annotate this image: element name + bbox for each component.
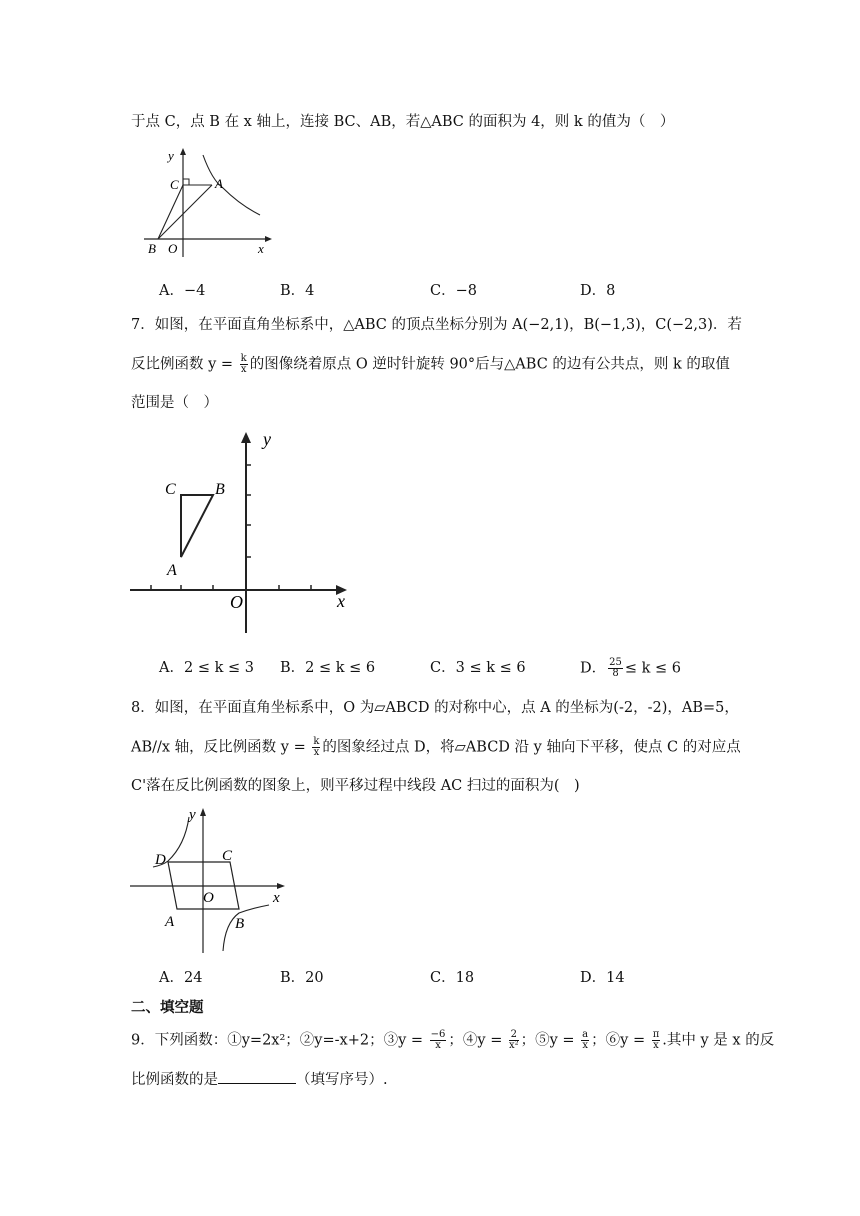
q9-line1: 9．下列函数：①y=2x²；②y=-x+2；③y = $\frac{-6}{x}$ ；④y = $\frac{2}{\text{x²}}$ ；⑤y = $\frac{a}{x}$ ；⑥y = $\frac{\pi}{x}$ .其中 y 是 x 的反 xyxy=(131,1029,775,1051)
q9-answer-blank[interactable] xyxy=(218,1069,296,1084)
q7-option-a[interactable]: A．2 ≤ k ≤ 3 xyxy=(159,660,254,676)
q6-point-b-label: B xyxy=(148,241,156,256)
q7-point-a-label: A xyxy=(167,562,177,579)
q7-option-c[interactable]: C．3 ≤ k ≤ 6 xyxy=(430,660,526,676)
q8-line2: AB//x 轴，反比例函数 y = $\frac{k}{x}$ 的图象经过点 D，将▱ABCD 沿 y 轴向下平移，使点 C 的对应点 xyxy=(131,736,741,758)
q8-line1: 8．如图，在平面直角坐标系中，O 为▱ABCD 的对称中心，点 A 的坐标为(-2，-2)，AB=5， xyxy=(131,700,739,716)
q6-point-c-label: C xyxy=(170,177,179,192)
q7-fraction: $\frac{k}{x}$ xyxy=(240,353,247,375)
q7-option-b[interactable]: B．2 ≤ k ≤ 6 xyxy=(280,660,376,676)
q8-point-a-label: A xyxy=(165,914,175,930)
q6-option-b[interactable]: B．4 xyxy=(280,283,315,299)
q8-point-b-label: B xyxy=(235,916,245,932)
q8-option-c[interactable]: C．18 xyxy=(430,970,475,986)
q6-origin-label: O xyxy=(168,241,178,256)
q7-option-d-fraction: $\frac{25}{8}$ xyxy=(609,657,622,679)
q6-x-label: x xyxy=(258,241,264,256)
q8-y-label: y xyxy=(189,807,196,823)
q7-line3: 范围是（ ） xyxy=(131,395,218,411)
q6-option-d[interactable]: D．8 xyxy=(580,283,616,299)
q8-option-a[interactable]: A．24 xyxy=(159,970,203,986)
q8-fraction: $\frac{k}{x}$ xyxy=(313,736,320,758)
q7-option-d[interactable]: D． $\frac{25}{8}$ ≤ k ≤ 6 xyxy=(580,657,682,679)
q8-option-d[interactable]: D．14 xyxy=(580,970,625,986)
q9-fraction-6: $\frac{\pi}{x}$ xyxy=(652,1029,660,1051)
section-title: 二、填空题 xyxy=(131,1000,204,1016)
q7-point-c-label: C xyxy=(165,481,176,498)
q8-figure xyxy=(125,805,295,955)
q8-point-d-label: D xyxy=(155,852,166,868)
q7-point-b-label: B xyxy=(215,481,225,498)
q9-fraction-4: $\frac{2}{\text{x²}}$ xyxy=(508,1029,519,1051)
q7-x-label: x xyxy=(337,591,345,611)
q7-figure xyxy=(125,425,365,640)
q8-line3: C'落在反比例函数的图象上，则平移过程中线段 AC 扫过的面积为( ) xyxy=(131,778,580,794)
q6-figure xyxy=(140,145,280,260)
q6-point-a-label: A xyxy=(215,176,223,191)
q8-x-label: x xyxy=(273,890,280,906)
q7-y-label: y xyxy=(263,429,271,449)
q9-line2: 比例函数的是 （填写序号）. xyxy=(131,1069,388,1090)
q7-line2: 反比例函数 y = $\frac{k}{x}$ 的图像绕着原点 O 逆时针旋转 90°后与△ABC 的边有公共点，则 k 的取值 xyxy=(131,353,730,375)
q9-fraction-5: $\frac{a}{x}$ xyxy=(582,1029,589,1051)
q6-option-a[interactable]: A．−4 xyxy=(159,283,206,299)
q8-origin-label: O xyxy=(203,890,214,906)
q7-origin-label: O xyxy=(230,592,243,612)
q6-text: 于点 C，点 B 在 x 轴上，连接 BC、AB，若△ABC 的面积为 4，则 k 的值为（ ） xyxy=(131,114,675,130)
q9-fraction-3: $\frac{-6}{x}$ xyxy=(430,1029,446,1051)
q8-point-c-label: C xyxy=(222,848,233,864)
q8-option-b[interactable]: B．20 xyxy=(280,970,324,986)
q6-y-label: y xyxy=(168,148,174,163)
q6-option-c[interactable]: C．−8 xyxy=(430,283,477,299)
q7-line1: 7．如图，在平面直角坐标系中，△ABC 的顶点坐标分别为 A(−2,1)，B(−1,3)，C(−2,3)．若 xyxy=(131,317,742,333)
